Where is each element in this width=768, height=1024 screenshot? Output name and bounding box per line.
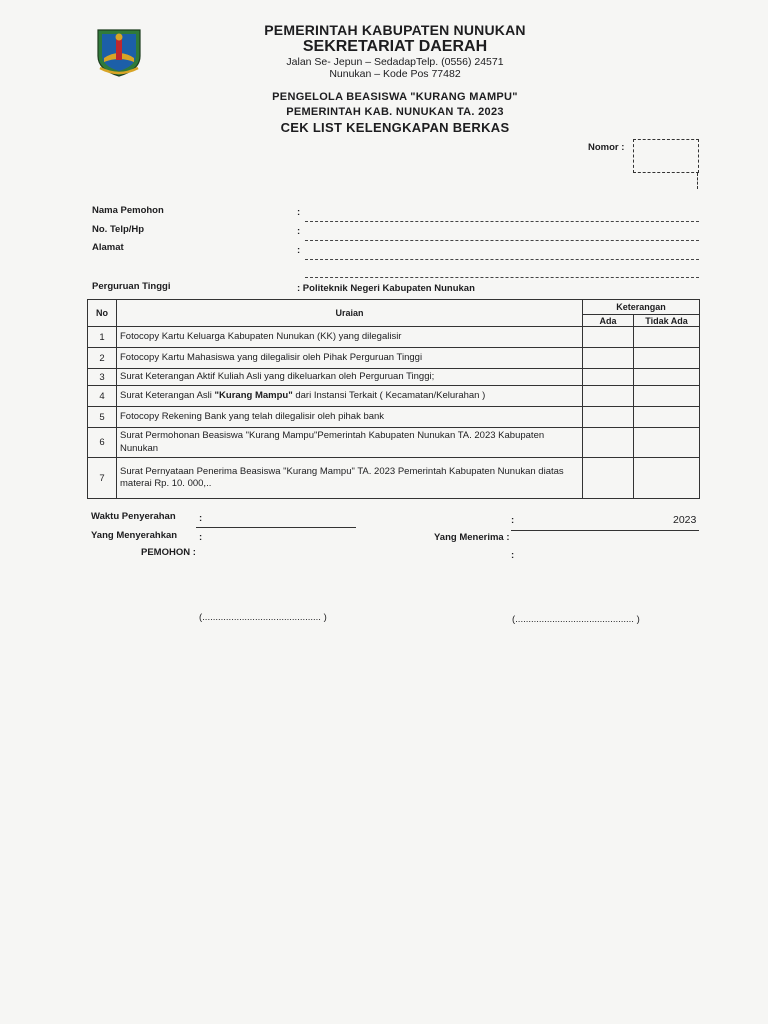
signature-penerima[interactable]: (............................................. ): [512, 614, 640, 625]
alamat-field-line1[interactable]: [305, 259, 699, 260]
waktu-penyerahan-colon: :: [199, 513, 203, 524]
row-tidak-ada-cell[interactable]: [634, 369, 700, 386]
nama-pemohon-label: Nama Pemohon: [92, 205, 164, 216]
row-tidak-ada-cell[interactable]: [634, 407, 700, 428]
row-description: Surat Permohonan Beasiswa "Kurang Mampu"Pemerintah Kabupaten Nunukan TA. 2023 Kabupaten Nunukan: [117, 428, 583, 458]
row-tidak-ada-cell[interactable]: [634, 458, 700, 499]
row-ada-cell[interactable]: [583, 348, 634, 369]
row-tidak-ada-cell[interactable]: [634, 327, 700, 348]
tanggal-field[interactable]: [511, 530, 699, 531]
row-number: 1: [88, 327, 117, 348]
table-row: [88, 369, 700, 386]
form-title-main: CEK LIST KELENGKAPAN BERKAS: [280, 120, 510, 135]
row-tidak-ada-cell[interactable]: [634, 348, 700, 369]
table-row: [88, 428, 700, 458]
row-number: 4: [88, 386, 117, 407]
alamat-colon: :: [297, 245, 301, 256]
signature-pemohon[interactable]: (............................................. ): [199, 612, 327, 623]
row-ada-cell[interactable]: [583, 458, 634, 499]
letterhead-secretariat: SEKRETARIAT DAERAH: [302, 38, 488, 55]
header-keterangan: Keterangan: [583, 300, 700, 315]
row-number: 3: [88, 369, 117, 386]
telp-label: No. Telp/Hp: [92, 224, 145, 235]
tanggal-colon: :: [511, 515, 515, 526]
nama-pemohon-colon: :: [297, 207, 301, 218]
nomor-label: Nomor :: [588, 142, 625, 153]
row-description-emphasis: "Kurang Mampu": [214, 389, 293, 401]
letterhead-government: PEMERINTAH KABUPATEN NUNUKAN: [264, 22, 526, 38]
telp-colon: :: [297, 226, 301, 237]
form-title-line2: PEMERINTAH KAB. NUNUKAN TA. 2023: [286, 106, 504, 118]
row-number: 5: [88, 407, 117, 428]
yang-menerima-label: Yang Menerima :: [434, 532, 510, 543]
header-ada: Ada: [583, 315, 634, 327]
waktu-penyerahan-field[interactable]: [196, 527, 356, 528]
perguruan-tinggi-label: Perguruan Tinggi: [92, 281, 171, 292]
header-no: No: [88, 300, 117, 327]
waktu-penyerahan-label: Waktu Penyerahan: [91, 511, 176, 522]
table-row: [88, 458, 700, 499]
nunukan-coat-of-arms-logo: [94, 26, 144, 78]
row-ada-cell[interactable]: [583, 386, 634, 407]
row-description: Surat Keterangan Aktif Kuliah Asli yang dikeluarkan oleh Perguruan Tinggi;: [117, 369, 583, 386]
row-description: [117, 386, 583, 407]
table-row: [88, 386, 700, 407]
row-ada-cell[interactable]: [583, 407, 634, 428]
table-row: [88, 348, 700, 369]
penerima-colon: :: [511, 550, 515, 561]
row-description: Fotocopy Kartu Mahasiswa yang dilegalisir oleh Pihak Perguruan Tinggi: [117, 348, 583, 369]
pemohon-label: PEMOHON :: [141, 547, 196, 558]
row-tidak-ada-cell[interactable]: [634, 386, 700, 407]
yang-menyerahkan-label: Yang Menyerahkan: [91, 530, 178, 541]
row-ada-cell[interactable]: [583, 327, 634, 348]
nomor-box-tail: [697, 173, 698, 189]
letterhead-address-line1: Jalan Se- Jepun – SedadapTelp. (0556) 24571: [286, 56, 504, 68]
alamat-label: Alamat: [92, 242, 124, 253]
row-description-pre: Surat Keterangan Asli: [120, 389, 215, 401]
row-description: Fotocopy Rekening Bank yang telah dilegalisir oleh pihak bank: [117, 407, 583, 428]
form-title-line1: PENGELOLA BEASISWA "KURANG MAMPU": [272, 91, 518, 103]
row-description: Fotocopy Kartu Keluarga Kabupaten Nunukan (KK) yang dilegalisir: [117, 327, 583, 348]
row-number: 7: [88, 458, 117, 499]
row-tidak-ada-cell[interactable]: [634, 428, 700, 458]
checklist-table: [87, 299, 700, 499]
row-description: Surat Pernyataan Penerima Beasiswa "Kurang Mampu" TA. 2023 Pemerintah Kabupaten Nunukan diatas materai Rp. 10. 000,..: [117, 458, 583, 499]
alamat-field-line2[interactable]: [305, 277, 699, 278]
nama-pemohon-field[interactable]: [305, 221, 699, 222]
nomor-box[interactable]: [633, 139, 699, 173]
header-tidak-ada: Tidak Ada: [634, 315, 700, 327]
header-uraian: Uraian: [117, 300, 583, 327]
table-row: [88, 407, 700, 428]
table-row: [88, 327, 700, 348]
telp-field[interactable]: [305, 240, 699, 241]
row-description-post: dari Instansi Terkait ( Kecamatan/Kelurahan ): [292, 389, 486, 401]
letterhead-address-line2: Nunukan – Kode Pos 77482: [329, 68, 461, 80]
tanggal-year: 2023: [673, 514, 697, 526]
row-number: 2: [88, 348, 117, 369]
yang-menyerahkan-colon: :: [199, 532, 203, 543]
row-ada-cell[interactable]: [583, 369, 634, 386]
row-ada-cell[interactable]: [583, 428, 634, 458]
perguruan-tinggi-value: : Politeknik Negeri Kabupaten Nunukan: [297, 283, 475, 294]
row-number: 6: [88, 428, 117, 458]
